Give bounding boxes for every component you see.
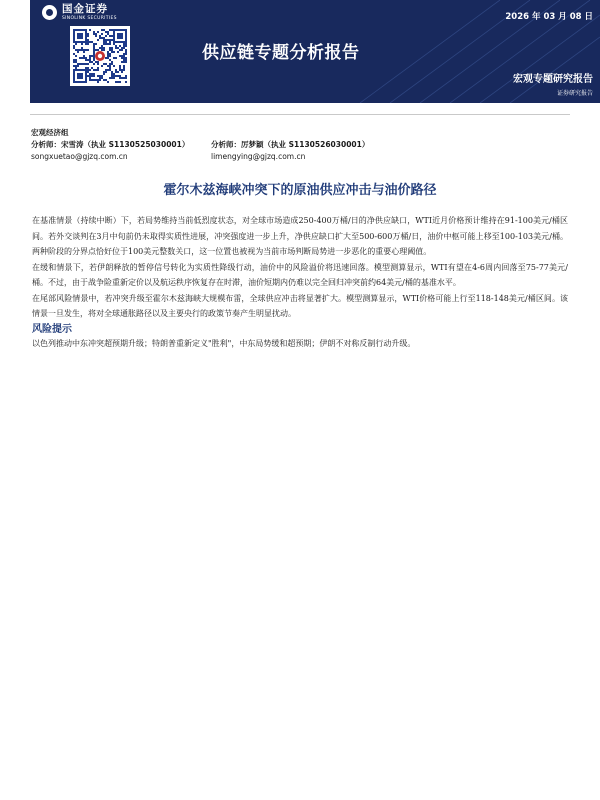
article-title: 霍尔木兹海峡冲突下的原油供应冲击与油价路径 <box>163 183 437 198</box>
page-title: 供应链专题分析报告 <box>202 43 360 63</box>
logo-name-cn: 国金证券 <box>62 3 108 15</box>
report-subtitle: 证券研究报告 <box>556 90 593 97</box>
risk-text: 以色列推动中东冲突超预期升级；特朗普重新定义"胜利"，中东局势缓和超预期；伊朗不对称反制行动升级。 <box>32 338 416 348</box>
body-paragraph: 在尾部风险情景中，若冲突升级至霍尔木兹海峡大规模布雷，全球供应冲击将显著扩大。模型测算显示，WTI价格可能上行至118-148美元/桶区间。该情景一旦发生，将对全球通胀路径以及主要央行的政策节奏产生明显扰动。 <box>32 293 568 318</box>
analyst-group: 宏观经济组 <box>31 128 69 137</box>
article-body <box>32 213 568 351</box>
divider <box>30 114 570 115</box>
analyst-name: 分析师：宋雪涛（执业 S1130525030001） <box>31 140 190 149</box>
report-type: 宏观专题研究报告 <box>513 74 593 85</box>
logo-name-en: SINOLINK SECURITIES <box>62 15 117 21</box>
analyst-card <box>211 141 369 160</box>
body-paragraph: 在缓和情景下，若伊朗释放的暂停信号转化为实质性降级行动，油价中的风险溢价将迅速回落。模型测算显示，WTI有望在4-6周内回落至75-77美元/桶。不过，由于战争险重新定价以及航运秩序恢复存在时滞，油价短期内仍难以完全回归冲突前约64美元/桶的基准水平。 <box>32 262 568 287</box>
logo-icon <box>42 5 57 20</box>
qr-code[interactable] <box>70 26 130 86</box>
report-date: 2026 年 03 月 08 日 <box>505 12 593 22</box>
body-paragraph: 在基准情景（持续中断）下，若局势维持当前低烈度状态，对全球市场造成250-400万桶/日的净供应缺口，WTI近月价格预计维持在91-100美元/桶区间。若外交谈判在3月中旬前仍未取得实质性进展，冲突强度进一步上升，净供应缺口扩大至500-600万桶/日，油价中枢可能上移至100-103美元/桶。两种阶段的分界点恰好位于100美元整数关口，这一位置也被视为当前市场判断局势进一步恶化的重要心理阈值。 <box>32 216 568 256</box>
risk-heading: 风险提示 <box>32 323 72 335</box>
analyst-card <box>31 141 189 160</box>
analyst-email[interactable]: songxuetao@gjzq.com.cn <box>31 151 128 161</box>
qr-code-icon <box>73 29 127 83</box>
company-logo <box>42 4 117 21</box>
header-banner <box>30 0 600 103</box>
analyst-name: 分析师：厉梦颖（执业 S1130526030001） <box>211 140 370 149</box>
analyst-email[interactable]: limengying@gjzq.com.cn <box>211 151 306 161</box>
